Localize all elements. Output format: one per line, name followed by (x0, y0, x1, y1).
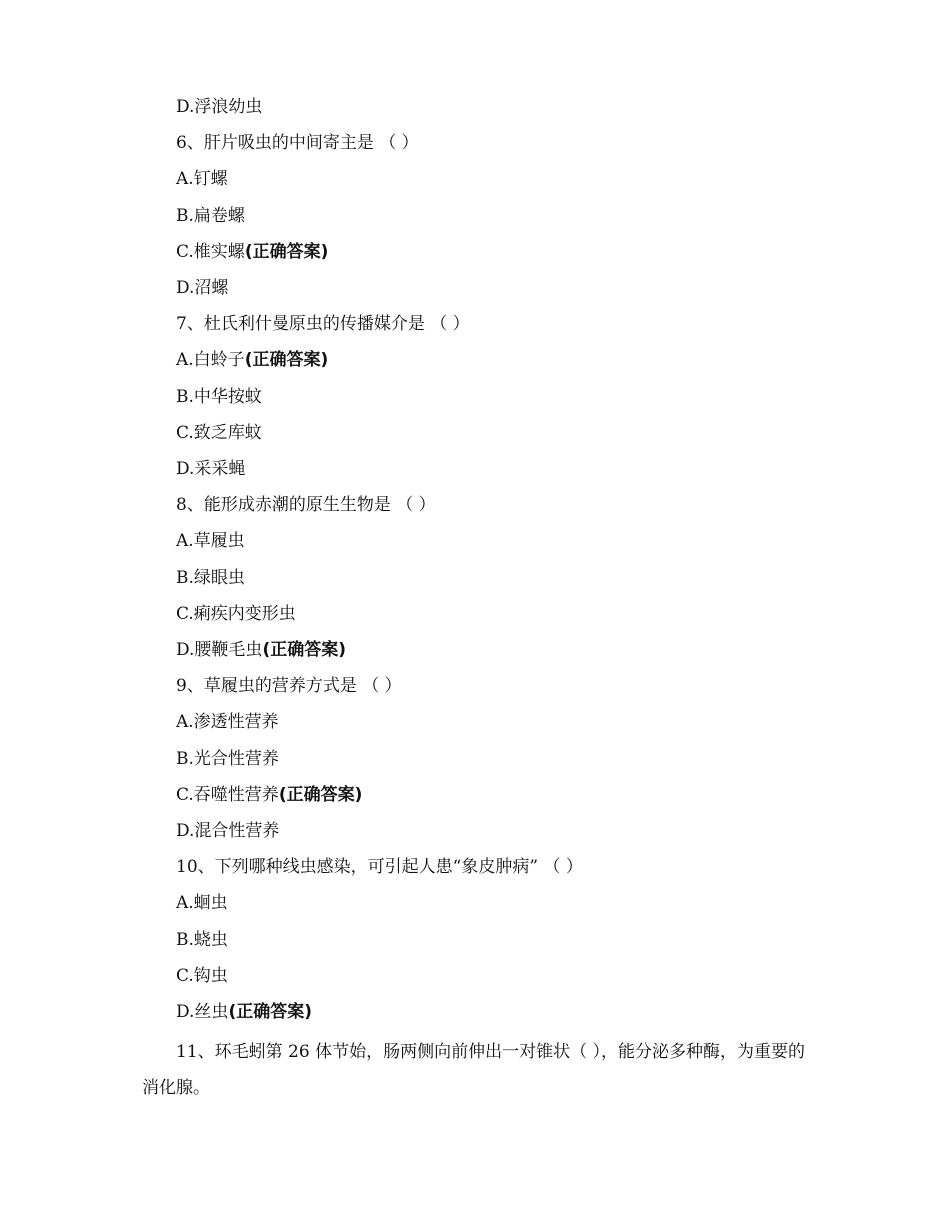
option-line (176, 529, 245, 553)
option-line (176, 710, 279, 734)
option-line (176, 95, 262, 119)
line-text: 10、下列哪种线虫感染，可引起人患“象皮肿病” （ ） (176, 857, 583, 878)
option-line (176, 204, 245, 228)
question-11-text: 11、环毛蚓第 26 体节始，肠两侧向前伸出一对锥状（ ），能分泌多种酶，为重要的消化腺。 (142, 1042, 805, 1098)
option-line (176, 602, 296, 626)
line-text: A.钉螺 (176, 169, 228, 190)
correct-answer-marker: (正确答案) (244, 241, 329, 262)
line-text: 6、肝片吸虫的中间寄主是 （ ） (176, 133, 419, 154)
option-line (176, 891, 228, 915)
correct-answer-marker: (正确答案) (278, 784, 363, 805)
line-text: B.中华按蚊 (176, 386, 262, 407)
line-text: D.采采蝇 (176, 459, 246, 479)
line-text: 7、杜氏利什曼原虫的传播媒介是 （ ） (176, 314, 470, 335)
question-line (176, 855, 583, 879)
option-line (176, 964, 228, 988)
option-line (176, 1000, 312, 1024)
line-text: D.腰鞭毛虫 (176, 640, 263, 660)
option-line (176, 457, 245, 481)
option-line (176, 566, 245, 590)
option-line (176, 783, 362, 807)
question-line (176, 131, 419, 155)
line-text: A.草履虫 (176, 531, 245, 552)
option-line (176, 240, 328, 264)
line-text: C.钩虫 (176, 965, 228, 986)
line-text: C.吞噬性营养 (176, 784, 279, 805)
option-line (176, 167, 228, 191)
line-text: 8、能形成赤潮的原生生物是 （ ） (176, 495, 436, 516)
line-text: A.渗透性营养 (176, 712, 279, 733)
option-line (176, 638, 346, 662)
line-text: D.混合性营养 (176, 821, 280, 841)
correct-answer-marker: (正确答案) (244, 350, 329, 371)
line-text: D.浮浪幼虫 (176, 97, 263, 117)
correct-answer-marker: (正确答案) (228, 1002, 312, 1022)
line-text: A.蛔虫 (176, 893, 228, 914)
line-text: C.痢疾内变形虫 (176, 603, 296, 624)
line-text: A.白蛉子 (176, 350, 245, 371)
option-line (176, 276, 228, 300)
question-line (176, 493, 436, 517)
line-text: B.绿眼虫 (176, 567, 245, 588)
option-line (176, 928, 228, 952)
line-text: C.致乏库蚊 (176, 422, 262, 443)
option-line (176, 385, 262, 409)
line-text: D.沼螺 (176, 278, 229, 298)
question-line (176, 312, 470, 336)
line-text: B.扁卷螺 (176, 205, 245, 226)
option-line (176, 421, 262, 445)
option-line (176, 819, 279, 843)
option-line (176, 747, 279, 771)
question-line (176, 674, 402, 698)
line-text: C.椎实螺 (176, 241, 245, 262)
option-line (176, 348, 328, 372)
line-text: D.丝虫 (176, 1002, 229, 1022)
line-text: 9、草履虫的营养方式是 （ ） (176, 676, 402, 697)
line-text: B.光合性营养 (176, 748, 279, 769)
correct-answer-marker: (正确答案) (262, 640, 346, 660)
line-text: B.蛲虫 (176, 929, 228, 950)
